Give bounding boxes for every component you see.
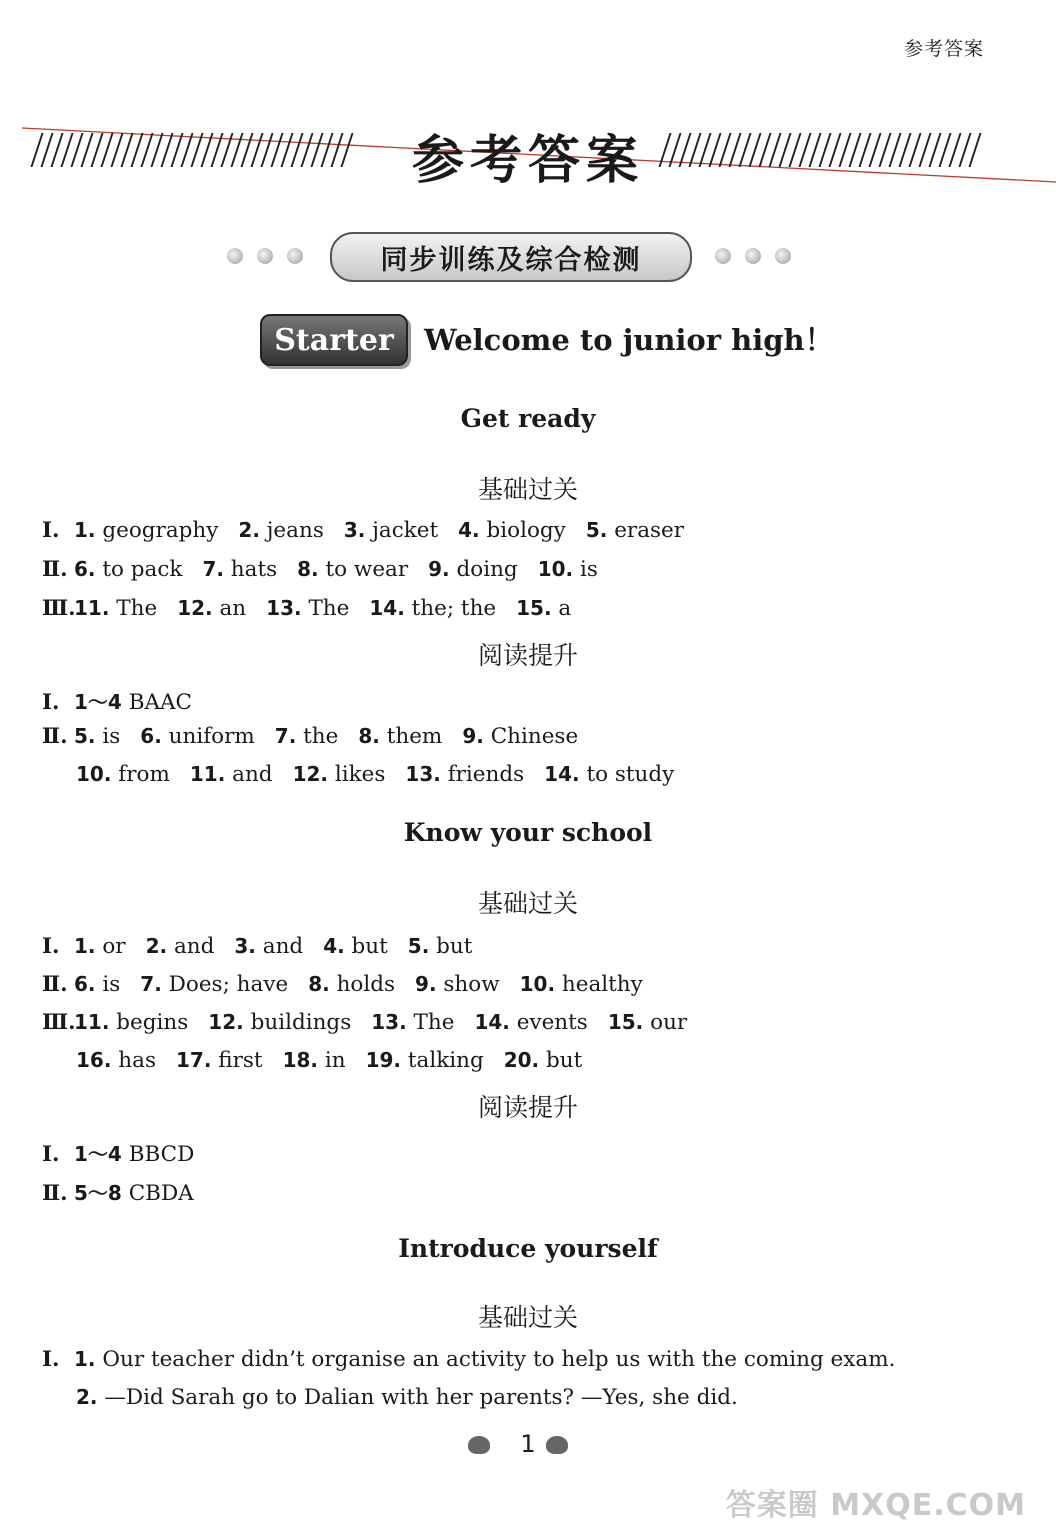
answer-number: 2.	[76, 1385, 98, 1409]
answer-number: 8.	[297, 557, 319, 581]
answer-text: eraser	[614, 518, 685, 543]
answer-text: to study	[586, 762, 675, 787]
subsection-basic: 基础过关	[477, 1303, 578, 1332]
answer-number: 4.	[323, 934, 345, 958]
answer-number: 15.	[516, 596, 552, 620]
roman-numeral: Ⅲ.	[42, 596, 76, 621]
roman-numeral: Ⅱ.	[42, 972, 68, 997]
answer-number: 4.	[458, 518, 480, 542]
answer-number: 10.	[537, 557, 574, 581]
answer-text: CBDA	[128, 1181, 194, 1206]
answer-line	[42, 557, 598, 582]
answer-number: 5.	[407, 934, 430, 958]
roman-numeral: Ⅰ.	[42, 690, 60, 715]
dot-icon	[715, 248, 731, 264]
banner-label: 同步训练及综合检测	[330, 232, 692, 282]
answer-number: 14.	[474, 1010, 510, 1034]
answer-text: the	[303, 724, 339, 749]
answer-number: 5.	[74, 724, 96, 748]
answer-text: geography	[102, 518, 219, 543]
answer-text: is	[579, 557, 598, 582]
answer-text: doing	[456, 557, 518, 582]
answer-line	[42, 972, 643, 997]
answer-text: is	[102, 972, 121, 997]
answer-text: and	[232, 762, 273, 787]
answer-line	[42, 1347, 895, 1372]
answer-number: 1.	[74, 518, 96, 542]
answer-number: 11.	[74, 596, 110, 620]
subsection-reading: 阅读提升	[477, 1093, 578, 1122]
answer-number: 1.	[74, 1347, 96, 1371]
answer-number: 1～4	[74, 690, 122, 714]
answer-text: begins	[116, 1010, 189, 1035]
answer-number: 19.	[365, 1048, 402, 1072]
answer-number: 15.	[607, 1010, 644, 1034]
roman-numeral: Ⅰ.	[42, 1142, 60, 1167]
answer-text: buildings	[250, 1010, 352, 1035]
answer-line	[42, 1138, 194, 1167]
answer-text: our	[650, 1010, 688, 1035]
answer-number: 5～8	[74, 1181, 122, 1205]
answer-text: The	[413, 1010, 455, 1035]
unit-badge: Starter	[260, 314, 408, 366]
answer-text: uniform	[168, 724, 255, 749]
answer-text: to wear	[325, 557, 409, 582]
answer-text: the; the	[411, 596, 497, 621]
watermark: 答案圈 MXQE.COM	[725, 1488, 1026, 1523]
answer-text: Chinese	[490, 724, 579, 749]
answer-number: 3.	[343, 518, 366, 542]
answer-line	[76, 762, 674, 787]
answer-text: jacket	[372, 518, 439, 543]
answer-line	[42, 724, 578, 749]
answer-text: show	[443, 972, 500, 997]
answer-number: 7.	[202, 557, 224, 581]
answer-text: Does; have	[168, 972, 289, 997]
page-title: 参考答案	[411, 131, 644, 191]
answer-number: 9.	[428, 557, 450, 581]
answer-text: biology	[486, 518, 566, 543]
roman-numeral: Ⅲ.	[42, 1010, 76, 1035]
answer-text: but	[546, 1048, 583, 1073]
answer-text: and	[173, 934, 215, 959]
answer-text: healthy	[561, 972, 643, 997]
answer-number: 8.	[308, 972, 330, 996]
answer-text: or	[102, 934, 126, 959]
dot-icon	[287, 248, 303, 264]
answer-number: 17.	[175, 1048, 212, 1072]
header-corner-label: 参考答案	[903, 38, 984, 60]
answer-number: 2.	[238, 518, 260, 542]
answer-text: events	[516, 1010, 588, 1035]
answer-number: 11.	[189, 762, 226, 786]
answer-number: 18.	[282, 1048, 318, 1072]
section-title-get-ready: Get ready	[460, 404, 596, 433]
answer-text: hats	[230, 557, 278, 582]
roman-numeral: Ⅰ.	[42, 518, 60, 543]
answer-number: 12.	[208, 1010, 244, 1034]
answer-number: 7.	[274, 724, 297, 748]
dot-icon	[745, 248, 761, 264]
answer-number: 2.	[145, 934, 168, 958]
answer-number: 11.	[74, 1010, 110, 1034]
answer-text: to pack	[102, 557, 183, 582]
page-number: 1	[520, 1430, 536, 1458]
roman-numeral: Ⅰ.	[42, 934, 60, 959]
answer-text: Our teacher didn’t organise an activity to help us with the coming exam.	[102, 1347, 896, 1372]
dot-icon	[775, 248, 791, 264]
answer-text: likes	[334, 762, 386, 787]
answer-text: and	[262, 934, 304, 959]
answer-number: 13.	[405, 762, 441, 786]
answer-text: has	[118, 1048, 156, 1073]
roman-numeral: Ⅰ.	[42, 1347, 60, 1372]
answer-line	[42, 1177, 194, 1206]
answer-text: —Did Sarah go to Dalian with her parents? —Yes, she did.	[104, 1385, 738, 1410]
answer-text: holds	[336, 972, 396, 997]
subsection-basic: 基础过关	[477, 475, 578, 504]
answer-number: 1～4	[74, 1142, 122, 1166]
answer-text: from	[118, 762, 170, 787]
answer-line	[42, 686, 192, 715]
answer-line	[42, 1010, 687, 1035]
answer-number: 6.	[74, 972, 96, 996]
section-banner	[225, 232, 795, 284]
answer-number: 10.	[76, 762, 112, 786]
leaf-icon	[546, 1436, 568, 1454]
answer-text: BAAC	[128, 690, 192, 715]
answer-line	[42, 596, 571, 621]
subsection-basic: 基础过关	[477, 889, 578, 918]
answer-line	[76, 1048, 582, 1073]
answer-text: in	[324, 1048, 346, 1073]
answer-text: friends	[447, 762, 525, 787]
answer-text: first	[218, 1048, 263, 1073]
answer-number: 14.	[369, 596, 405, 620]
answer-text: them	[386, 724, 443, 749]
section-title-introduce: Introduce yourself	[398, 1234, 658, 1263]
answer-text: talking	[407, 1048, 484, 1073]
answer-text: but	[351, 934, 388, 959]
answer-number: 8.	[358, 724, 380, 748]
answer-number: 12.	[177, 596, 213, 620]
answer-text: a	[558, 596, 572, 621]
answer-number: 14.	[544, 762, 580, 786]
answer-text: The	[116, 596, 158, 621]
roman-numeral: Ⅱ.	[42, 557, 68, 582]
answer-number: 12.	[292, 762, 329, 786]
answer-text: BBCD	[128, 1142, 195, 1167]
answer-number: 20.	[503, 1048, 540, 1072]
answer-line	[42, 934, 472, 959]
roman-numeral: Ⅱ.	[42, 1181, 68, 1206]
dot-icon	[257, 248, 273, 264]
answer-number: 13.	[371, 1010, 407, 1034]
answer-number: 6.	[74, 557, 96, 581]
answer-line	[76, 1385, 738, 1410]
answer-text: but	[436, 934, 473, 959]
answer-text: The	[308, 596, 350, 621]
answer-number: 7.	[140, 972, 162, 996]
dot-icon	[227, 248, 243, 264]
roman-numeral: Ⅱ.	[42, 724, 68, 749]
answer-number: 10.	[519, 972, 556, 996]
answer-number: 5.	[585, 518, 608, 542]
answer-line	[42, 518, 684, 543]
answer-text: an	[219, 596, 247, 621]
subsection-reading: 阅读提升	[477, 641, 578, 670]
answer-number: 9.	[415, 972, 437, 996]
section-title-know-school: Know your school	[403, 818, 653, 847]
answer-number: 9.	[462, 724, 484, 748]
answer-number: 1.	[74, 934, 96, 958]
answer-number: 16.	[76, 1048, 112, 1072]
unit-title: Welcome to junior high！	[424, 323, 834, 357]
answer-number: 3.	[234, 934, 256, 958]
answer-number: 13.	[266, 596, 302, 620]
answer-number: 6.	[140, 724, 162, 748]
answer-text: is	[102, 724, 121, 749]
answer-text: jeans	[266, 518, 324, 543]
